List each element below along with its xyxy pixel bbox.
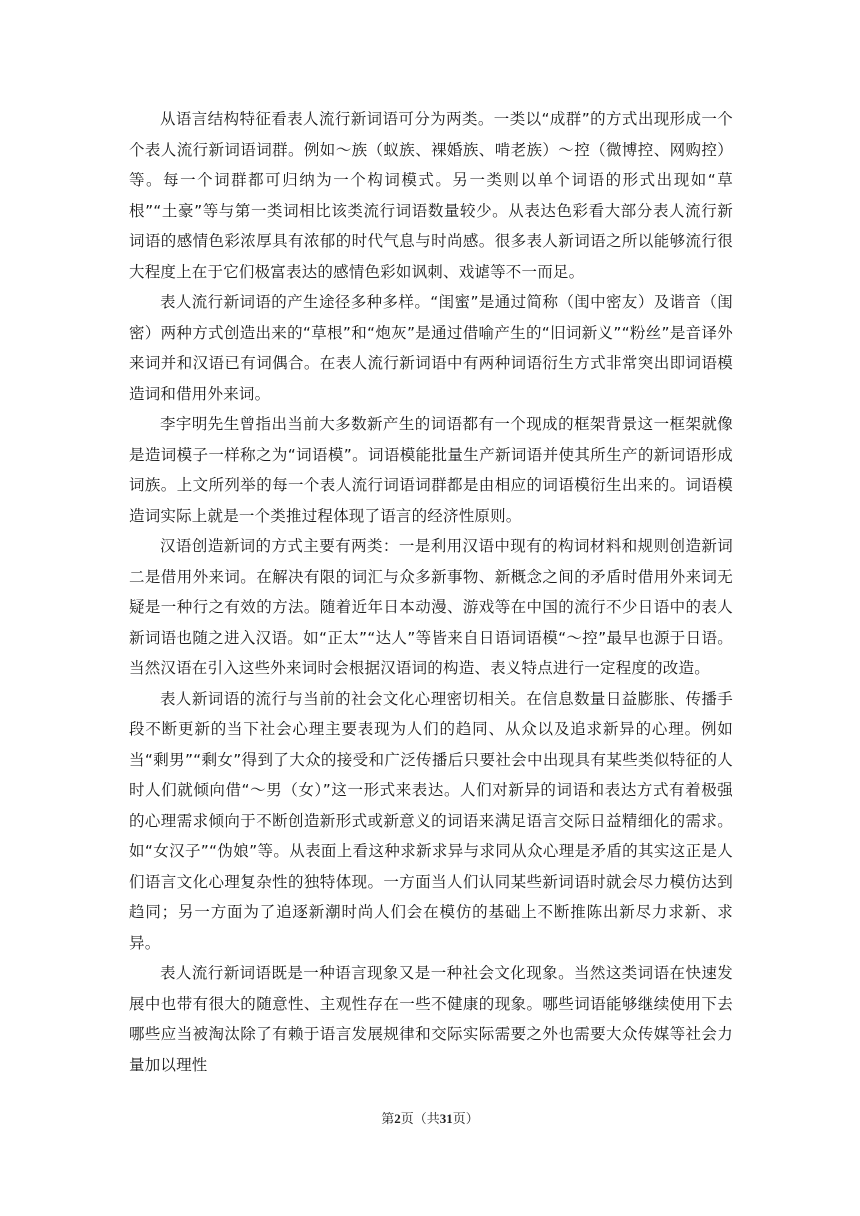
footer-suffix: 页）: [452, 1112, 479, 1127]
paragraph: 表人流行新词语的产生途径多种多样。“闺蜜”是通过简称（闺中密友）及谐音（闺密）两种方式创造出来的“草根”和“炮灰”是通过借喻产生的“旧词新义”“粉丝”是音译外来词并和汉语已有词偶合。在表人流行新词语中有两种词语衍生方式非常突出即词语模造词和借用外来词。: [129, 293, 733, 403]
paragraph: 表人新词语的流行与当前的社会文化心理密切相关。在信息数量日益膨胀、传播手段不断更新的当下社会心理主要表现为人们的趋同、从众以及追求新异的心理。例如当“剩男”“剩女”得到了大众的接受和广泛传播后只要社会中出现具有某些类似特征的人时人们就倾向借“～男（女）”这一形式来表达。人们对新异的词语和表达方式有着极强的心理需求倾向于不断创造新形式或新意义的词语来满足语言交际日益精细化的需求。如“女汉子”“伪娘”等。从表面上看这种求新求异与求同从众心理是矛盾的其实这正是人们语言文化心理复杂性的独特体现。一方面当人们认同某些新词语时就会尽力模仿达到趋同；另一方面为了追逐新潮时尚人们会在模仿的基础上不断推陈出新尽力求新、求异。: [129, 689, 733, 952]
paragraph: 从语言结构特征看表人流行新词语可分为两类。一类以“成群”的方式出现形成一个个表人流行新词语词群。例如～族（蚁族、裸婚族、啃老族）～控（微博控、网购控）等。每一个词群都可归纳为一个构词模式。另一类则以单个词语的形式出现如“草根”“土豪”等与第一类词相比该类流行词语数量较少。从表达色彩看大部分表人流行新词语的感情色彩浓厚具有浓郁的时代气息与时尚感。很多表人新词语之所以能够流行很大程度上在于它们极富表达的感情色彩如讽刺、戏谑等不一而足。: [129, 110, 733, 281]
footer-middle: 页（共: [400, 1112, 440, 1127]
paragraph: 李宇明先生曾指出当前大多数新产生的词语都有一个现成的框架背景这一框架就像是造词模子一样称之为“词语模”。词语模能批量生产新词语并使其所生产的新词语形成词族。上文所列举的每一个表人流行词语词群都是由相应的词语模衍生出来的。词语模造词实际上就是一个类推过程体现了语言的经济性原则。: [129, 415, 733, 525]
page-footer: [0, 1108, 860, 1127]
document-body: [129, 104, 733, 1080]
footer-prefix: 第: [381, 1112, 395, 1127]
total-pages: 31: [439, 1111, 453, 1126]
page-number: 2: [394, 1111, 401, 1126]
paragraph: 表人流行新词语既是一种语言现象又是一种社会文化现象。当然这类词语在快速发展中也带有很大的随意性、主观性存在一些不健康的现象。哪些词语能够继续使用下去哪些应当被淘汰除了有赖于语言发展规律和交际实际需要之外也需要大众传媒等社会力量加以理性: [129, 964, 733, 1074]
paragraph: 汉语创造新词的方式主要有两类：一是利用汉语中现有的构词材料和规则创造新词二是借用外来词。在解决有限的词汇与众多新事物、新概念之间的矛盾时借用外来词无疑是一种行之有效的方法。随着近年日本动漫、游戏等在中国的流行不少日语中的表人新词语也随之进入汉语。如“正太”“达人”等皆来自日语词语模“～控”最早也源于日语。当然汉语在引入这些外来词时会根据汉语词的构造、表义特点进行一定程度的改造。: [129, 537, 733, 677]
